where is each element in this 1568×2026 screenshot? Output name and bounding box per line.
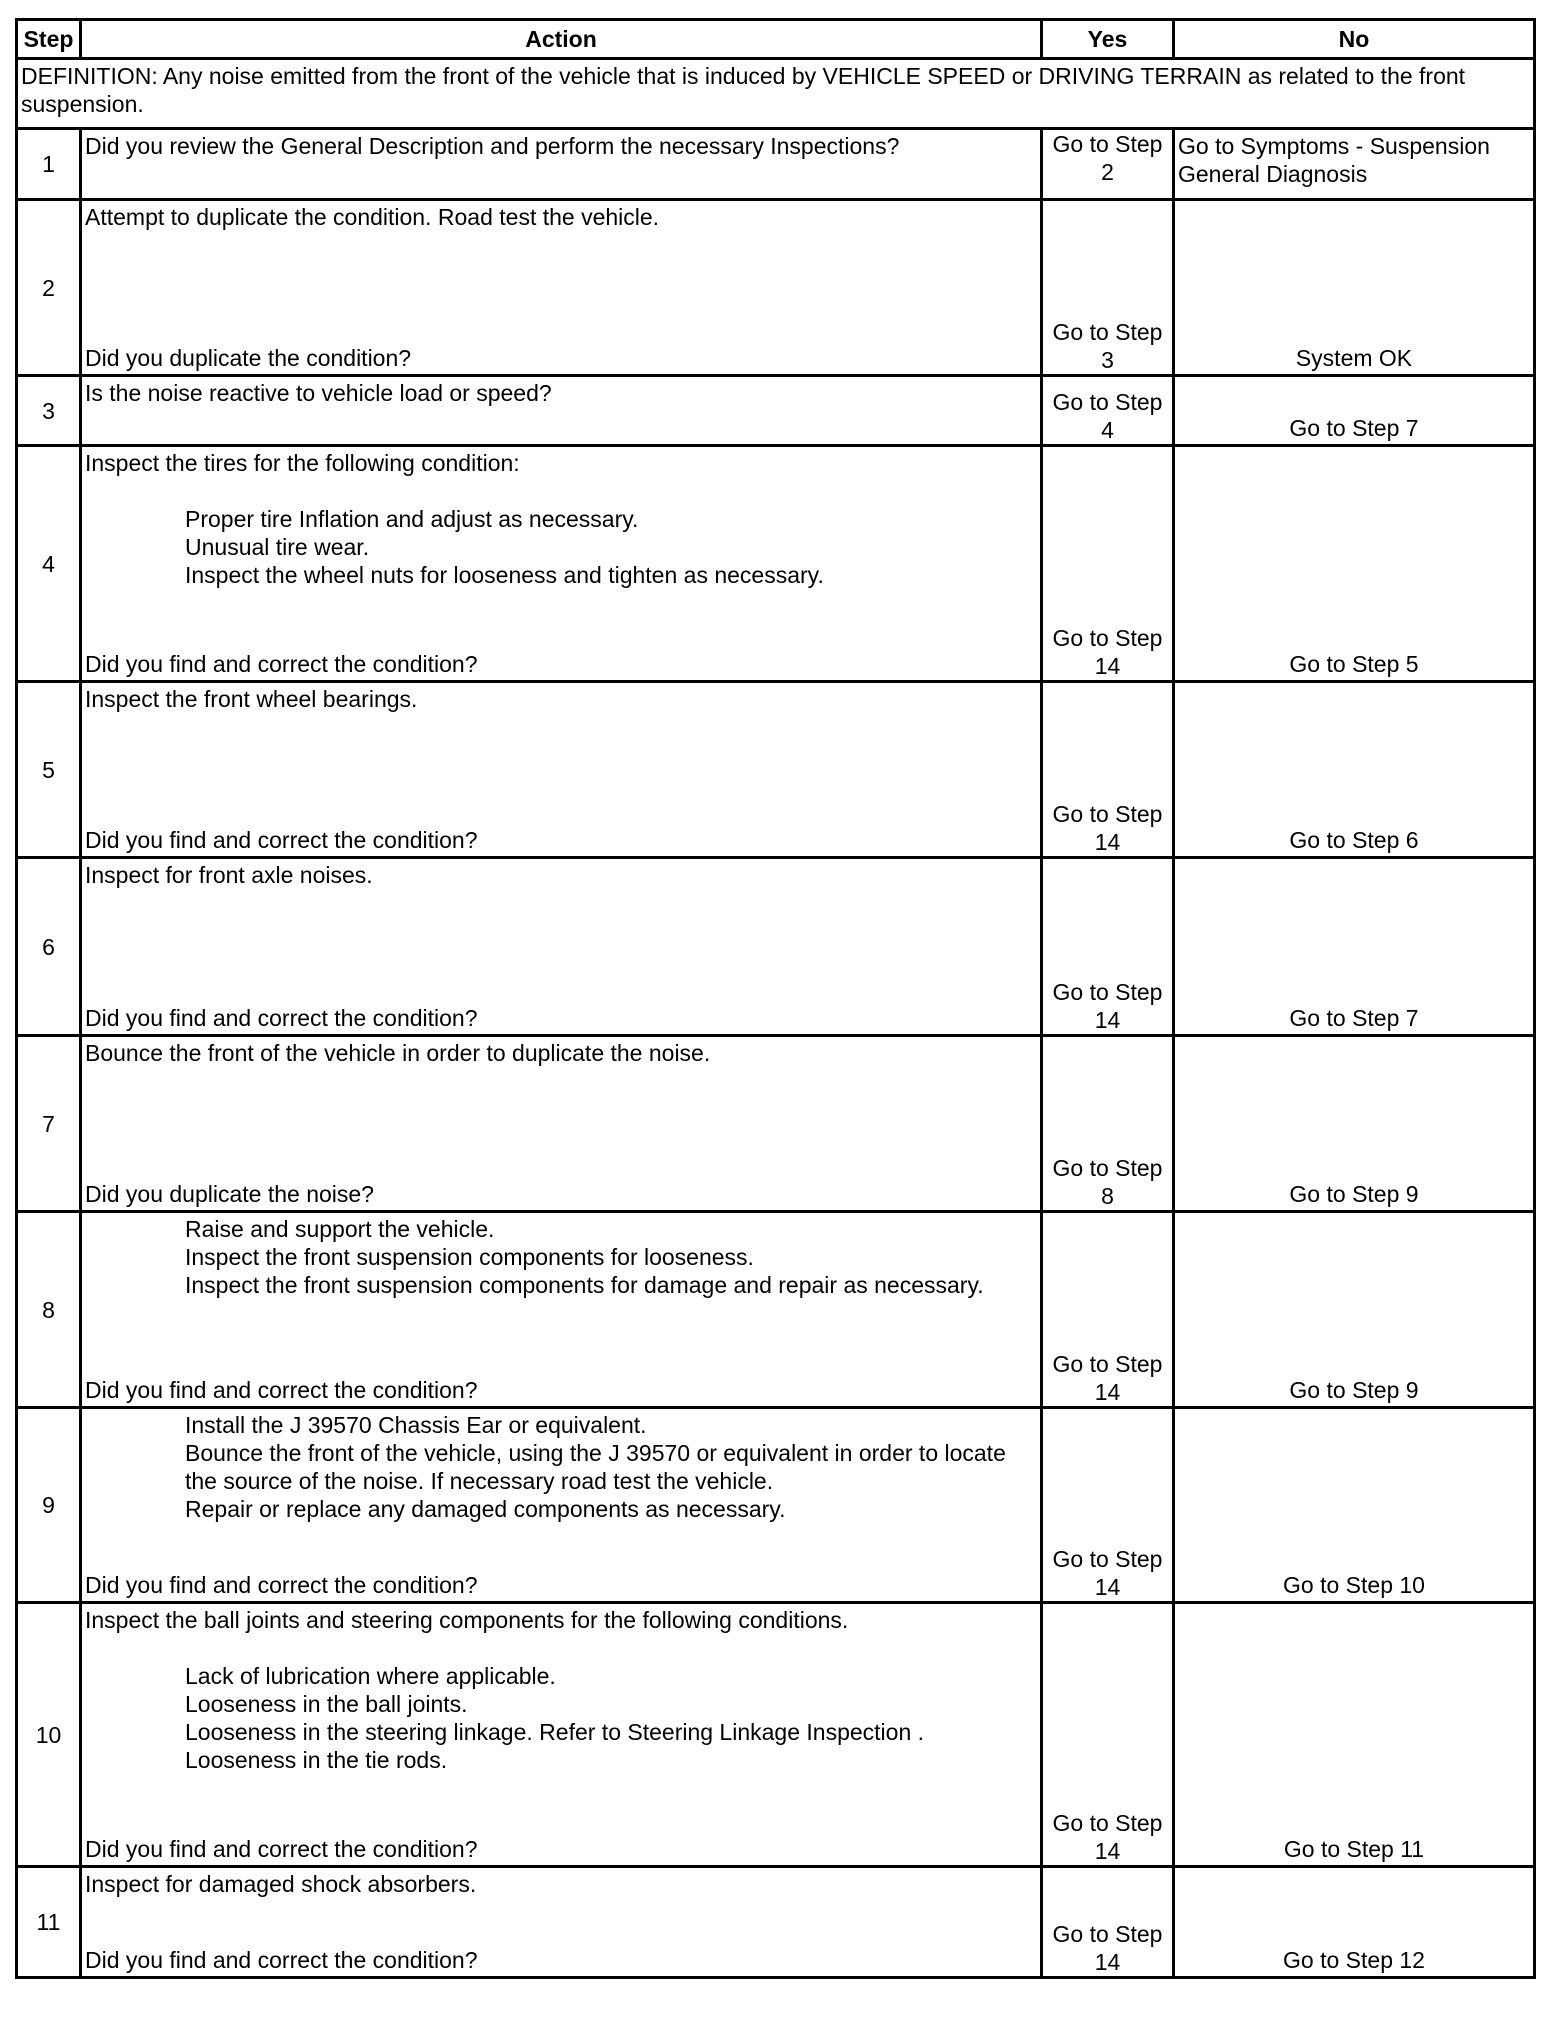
table-row [17,1036,1535,1212]
definition-row [17,59,1535,129]
action-question: Did you find and correct the condition? [85,1572,478,1598]
yes-step: 14 [1094,1949,1121,1975]
yes-step: 2 [1101,159,1114,185]
no-cell: Go to Step 12 [1174,1867,1535,1978]
action-list-item: Proper tire Inflation and adjust as necessary. [185,506,639,532]
action-cell [81,1867,1042,1978]
no-cell: Go to Step 10 [1174,1408,1535,1603]
action-cell [81,1212,1042,1408]
action-list-item: Inspect the wheel nuts for looseness and tighten as necessary. [185,562,824,588]
action-list-item: Repair or replace any damaged components as necessary. [185,1496,786,1522]
action-list-item: Inspect the front suspension components for looseness. [185,1244,754,1270]
no-cell: Go to Symptoms - Suspension General Diagnosis [1174,129,1535,200]
no-cell: Go to Step 9 [1174,1212,1535,1408]
action-list-item: Unusual tire wear. [185,534,370,560]
no-cell: System OK [1174,200,1535,376]
yes-label: Go to Step [1052,131,1163,157]
step-number: 3 [17,376,81,446]
action-cell [81,200,1042,376]
yes-label: Go to Step [1052,1921,1163,1947]
no-cell: Go to Step 5 [1174,446,1535,682]
action-list-item: Looseness in the tie rods. [185,1747,448,1773]
yes-cell [1042,1867,1174,1978]
action-cell [81,1036,1042,1212]
action-list-item: Lack of lubrication where applicable. [185,1663,556,1689]
action-question: Did you find and correct the condition? [85,1377,478,1403]
action-question: Did you find and correct the condition? [85,1947,478,1973]
header-yes: Yes [1042,20,1174,59]
yes-label: Go to Step [1052,319,1163,345]
table-row [17,682,1535,858]
header-action: Action [81,20,1042,59]
action-list-item: Looseness in the ball joints. [185,1691,468,1717]
no-cell: Go to Step 7 [1174,376,1535,446]
header-step: Step [17,20,81,59]
action-question: Did you find and correct the condition? [85,1005,478,1031]
step-number: 8 [17,1212,81,1408]
action-cell [81,1603,1042,1867]
yes-step: 14 [1094,1574,1121,1600]
yes-cell [1042,1212,1174,1408]
action-text: Is the noise reactive to vehicle load or speed? [85,380,552,406]
yes-step: 14 [1094,653,1121,679]
yes-label: Go to Step [1052,1546,1163,1572]
action-list-item: Looseness in the steering linkage. Refer to Steering Linkage Inspection . [185,1719,925,1745]
action-cell [81,446,1042,682]
action-question: Did you find and correct the condition? [85,651,478,677]
action-cell [81,858,1042,1036]
yes-step: 14 [1094,1379,1121,1405]
action-cell [81,682,1042,858]
action-question: Did you duplicate the condition? [85,345,412,371]
yes-label: Go to Step [1052,389,1163,415]
step-number: 7 [17,1036,81,1212]
table-row [17,446,1535,682]
no-cell: Go to Step 6 [1174,682,1535,858]
yes-label: Go to Step [1052,801,1163,827]
header-no: No [1174,20,1535,59]
action-cell [81,1408,1042,1603]
yes-step: 8 [1101,1183,1114,1209]
action-cell [81,129,1042,200]
action-question: Did you duplicate the noise? [85,1181,374,1207]
header-row [17,20,1535,59]
action-question: Did you find and correct the condition? [85,827,478,853]
action-cell [81,376,1042,446]
action-text: Inspect the tires for the following condition: [85,450,520,476]
yes-label: Go to Step [1052,625,1163,651]
action-text: Inspect the front wheel bearings. [85,686,418,712]
table-row [17,1867,1535,1978]
yes-label: Go to Step [1052,1155,1163,1181]
yes-cell [1042,1036,1174,1212]
yes-label: Go to Step [1052,979,1163,1005]
yes-cell [1042,129,1174,200]
yes-cell [1042,446,1174,682]
step-number: 2 [17,200,81,376]
action-text: Attempt to duplicate the condition. Road test the vehicle. [85,204,660,230]
table-row [17,129,1535,200]
step-number: 11 [17,1867,81,1978]
yes-step: 14 [1094,829,1121,855]
yes-cell [1042,200,1174,376]
table-row [17,376,1535,446]
yes-label: Go to Step [1052,1810,1163,1836]
table-row [17,1603,1535,1867]
action-list-item: Raise and support the vehicle. [185,1216,495,1242]
yes-cell [1042,858,1174,1036]
action-list-item: Install the J 39570 Chassis Ear or equivalent. [185,1412,647,1438]
no-cell: Go to Step 9 [1174,1036,1535,1212]
step-number: 4 [17,446,81,682]
yes-cell [1042,1603,1174,1867]
definition-text: DEFINITION: Any noise emitted from the front of the vehicle that is induced by VEHICLE SPEED or DRIVING TERRAIN as related to the front suspension. [17,59,1535,129]
action-text: Did you review the General Description and perform the necessary Inspections? [85,133,900,159]
yes-cell [1042,1408,1174,1603]
action-list-item: Bounce the front of the vehicle, using the J 39570 or equivalent in order to locate the source of the noise. If necessary road test the vehicle. [185,1440,1006,1494]
diagnostic-table [15,18,1536,1979]
yes-cell [1042,376,1174,446]
step-number: 5 [17,682,81,858]
yes-step: 4 [1101,417,1114,443]
table-row [17,1408,1535,1603]
action-text: Inspect the ball joints and steering components for the following conditions. [85,1607,849,1633]
yes-step: 14 [1094,1838,1121,1864]
action-question: Did you find and correct the condition? [85,1836,478,1862]
action-list-item: Inspect the front suspension components for damage and repair as necessary. [185,1272,984,1298]
yes-step: 3 [1101,347,1114,373]
yes-cell [1042,682,1174,858]
step-number: 10 [17,1603,81,1867]
yes-label: Go to Step [1052,1351,1163,1377]
step-number: 6 [17,858,81,1036]
action-text: Inspect for front axle noises. [85,862,373,888]
no-cell: Go to Step 11 [1174,1603,1535,1867]
table-row [17,200,1535,376]
table-row [17,1212,1535,1408]
action-text: Inspect for damaged shock absorbers. [85,1871,477,1897]
action-text: Bounce the front of the vehicle in order to duplicate the noise. [85,1040,711,1066]
table-row [17,858,1535,1036]
step-number: 9 [17,1408,81,1603]
no-cell: Go to Step 7 [1174,858,1535,1036]
yes-step: 14 [1094,1007,1121,1033]
step-number: 1 [17,129,81,200]
